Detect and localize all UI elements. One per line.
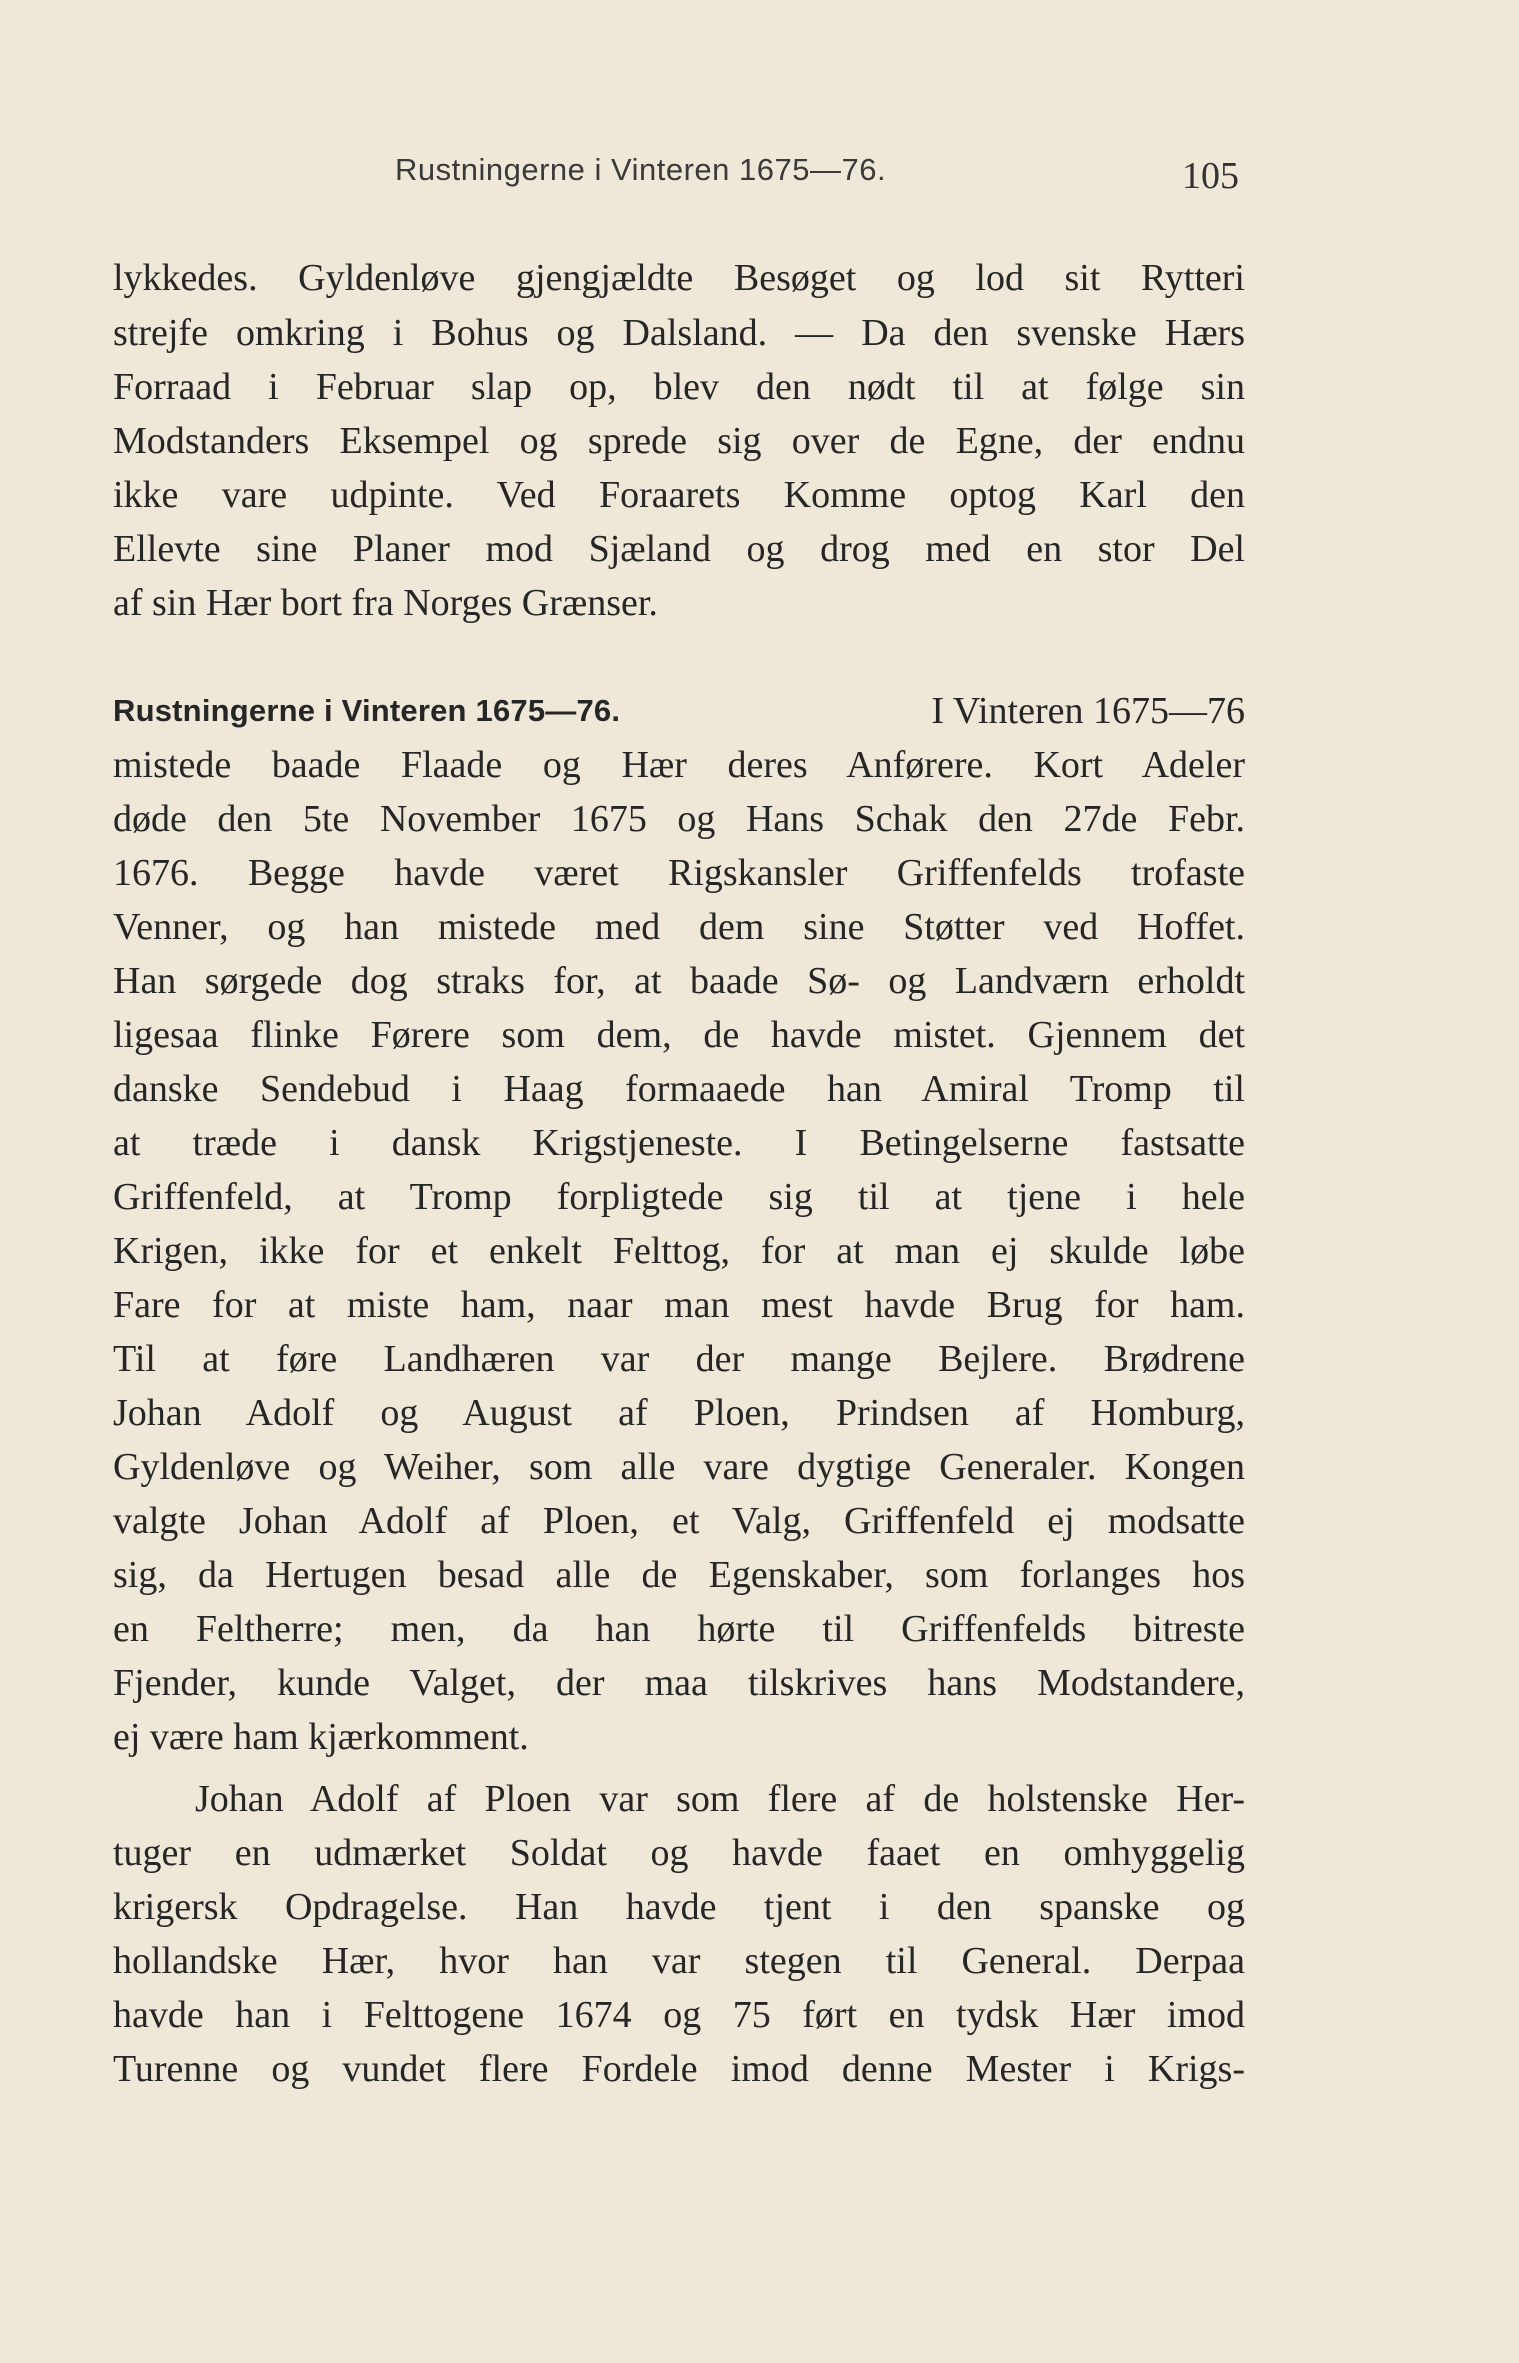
text-line: en Feltherre; men, da han hørte til Griffenfelds bitreste — [113, 1608, 1245, 1650]
text-line: ej være ham kjærkomment. — [113, 1716, 529, 1758]
text-line: strejfe omkring i Bohus og Dalsland. — Da den svenske Hærs — [113, 312, 1245, 354]
text-line: Venner, og han mistede med dem sine Støtter ved Hoffet. — [113, 906, 1245, 948]
text-line: Krigen, ikke for et enkelt Felttog, for at man ej skulde løbe — [113, 1230, 1245, 1272]
text-line: Johan Adolf og August af Ploen, Prindsen af Homburg, — [113, 1392, 1245, 1434]
text-line: Fjender, kunde Valget, der maa tilskrives hans Modstandere, — [113, 1662, 1245, 1704]
text-line: Ellevte sine Planer mod Sjæland og drog med en stor Del — [113, 528, 1245, 570]
text-line: Gyldenløve og Weiher, som alle vare dygtige Generaler. Kongen — [113, 1446, 1245, 1488]
text-line: lykkedes. Gyldenløve gjengjældte Besøget og lod sit Rytteri — [113, 257, 1245, 299]
text-line: danske Sendebud i Haag formaaede han Amiral Tromp til — [113, 1068, 1245, 1110]
text-line: Modstanders Eksempel og sprede sig over de Egne, der endnu — [113, 420, 1245, 462]
text-line: Johan Adolf af Ploen var som flere af de holstenske Her- — [195, 1778, 1245, 1820]
text-line: sig, da Hertugen besad alle de Egenskaber, som forlanges hos — [113, 1554, 1245, 1596]
text-line: Han sørgede dog straks for, at baade Sø- og Landværn erholdt — [113, 960, 1245, 1002]
text-line: af sin Hær bort fra Norges Grænser. — [113, 582, 658, 624]
text-line: Griffenfeld, at Tromp forpligtede sig til at tjene i hele — [113, 1176, 1245, 1218]
text-line: krigersk Opdragelse. Han havde tjent i den spanske og — [113, 1886, 1245, 1928]
text-line: havde han i Felttogene 1674 og 75 ført en tydsk Hær imod — [113, 1994, 1245, 2036]
section-heading: Rustningerne i Vinteren 1675—76. — [113, 693, 621, 728]
text-line: tuger en udmærket Soldat og havde faaet en omhyggelig — [113, 1832, 1245, 1874]
running-title: Rustningerne i Vinteren 1675—76. — [395, 152, 887, 187]
text-line: at træde i dansk Krigstjeneste. I Betingelserne fastsatte — [113, 1122, 1245, 1164]
text-line: Forraad i Februar slap op, blev den nødt til at følge sin — [113, 366, 1245, 408]
text-line: mistede baade Flaade og Hær deres Anførere. Kort Adeler — [113, 744, 1245, 786]
text-line: ligesaa flinke Førere som dem, de havde mistet. Gjennem det — [113, 1014, 1245, 1056]
text-line: valgte Johan Adolf af Ploen, et Valg, Griffenfeld ej modsatte — [113, 1500, 1245, 1542]
text-line: Fare for at miste ham, naar man mest havde Brug for ham. — [113, 1284, 1245, 1326]
text-line: 1676. Begge havde været Rigskansler Griffenfelds trofaste — [113, 852, 1245, 894]
section-first-line — [113, 688, 1245, 734]
text-line: Turenne og vundet flere Fordele imod denne Mester i Krigs- — [113, 2048, 1245, 2090]
text-line: Til at føre Landhæren var der mange Bejlere. Brødrene — [113, 1338, 1245, 1380]
text-line-rest: I Vinteren 1675—76 — [931, 690, 1245, 732]
text-line: hollandske Hær, hvor han var stegen til General. Derpaa — [113, 1940, 1245, 1982]
page-number: 105 — [1182, 155, 1239, 197]
text-line: døde den 5te November 1675 og Hans Schak den 27de Febr. — [113, 798, 1245, 840]
text-line: ikke vare udpinte. Ved Foraarets Komme optog Karl den — [113, 474, 1245, 516]
